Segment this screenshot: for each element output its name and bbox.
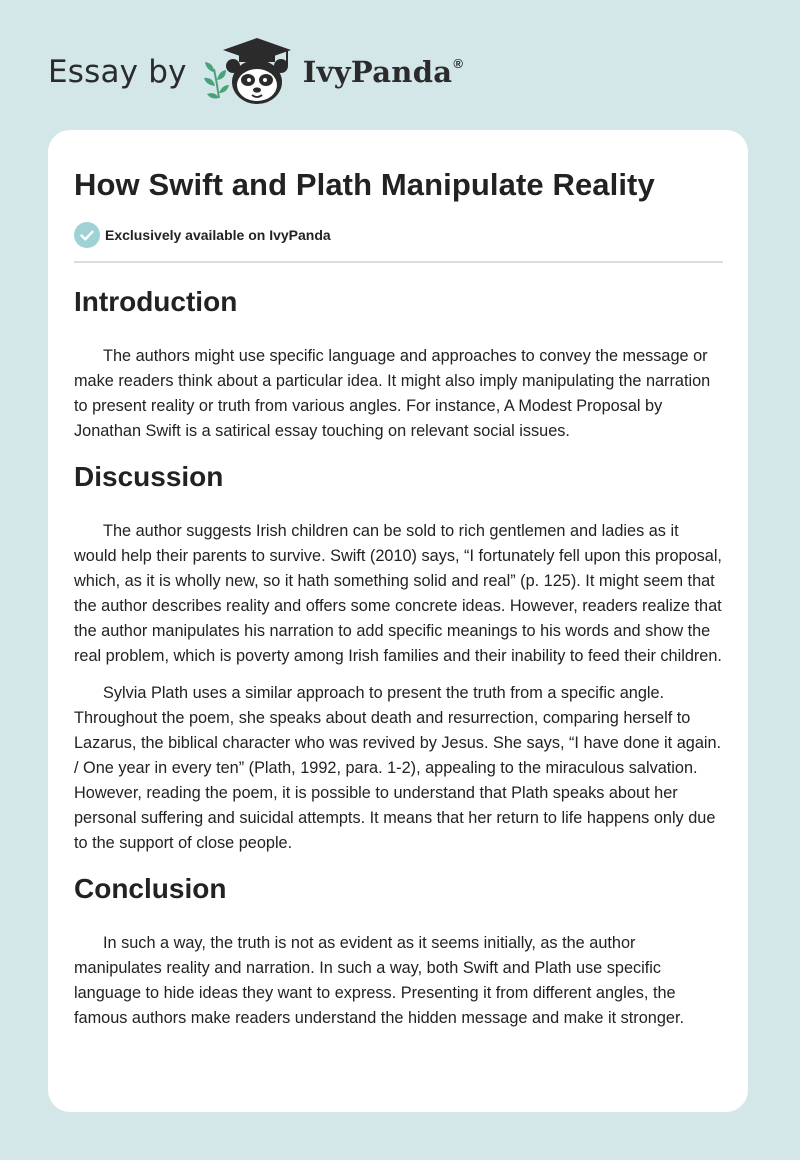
paragraph: Sylvia Plath uses a similar approach to present the truth from a specific angle. Throughout the poem, she speaks about death and resurrection, comparing herself to Lazarus, the biblical character who was revived by Jesus. She says, “I have done it again. / One year in every ten” (Plath, 1992, para. 1-2), appealing to the miraculous salvation. However, reading the poem, it is possible to understand that Plath speaks about her personal suffering and suicidal attempts. It means that her return to life happens only due to the support of close people.	[74, 684, 722, 852]
section-heading: Introduction	[74, 286, 238, 317]
section-conclusion	[74, 873, 723, 1031]
paragraph: In such a way, the truth is not as evident as it seems initially, as the author manipulates reality and narration. In such a way, both Swift and Plath use specific language to hide ideas they want to express. Presenting it from different angles, the famous authors make readers understand the hidden message and make it stronger.	[74, 934, 684, 1027]
registered-mark: ®	[453, 56, 464, 71]
section-heading: Discussion	[74, 461, 224, 492]
section-discussion	[74, 461, 723, 856]
brand-name: IvyPanda®	[302, 55, 464, 89]
site-header	[48, 36, 463, 108]
paragraph: The author suggests Irish children can be sold to rich gentlemen and ladies as it would help their parents to survive. Swift (2010) says, “I fortunately fell upon this proposal, which, as it is wholly new, so it hath something solid and real” (p. 125). It might seem that the author describes reality and offers some concrete ideas. However, readers realize that the author manipulates his narration to add specific meanings to his words and show the real problem, which is poverty among Irish families and their inability to feed their children.	[74, 522, 722, 665]
essay-by-label: Essay by	[48, 54, 187, 90]
section-introduction	[74, 286, 723, 444]
essay-title: How Swift and Plath Manipulate Reality	[74, 167, 655, 202]
ivypanda-logo[interactable]	[203, 36, 464, 108]
divider	[74, 261, 723, 263]
essay-card	[48, 130, 748, 1112]
panda-graduate-icon	[203, 36, 297, 108]
check-circle-icon	[74, 222, 100, 248]
exclusive-badge	[74, 222, 331, 248]
paragraph: The authors might use specific language and approaches to convey the message or make readers think about a particular idea. It might also imply manipulating the narration to present reality or truth from various angles. For instance, A Modest Proposal by Jonathan Swift is a satirical essay touching on relevant social issues.	[74, 347, 711, 440]
section-heading: Conclusion	[74, 873, 227, 904]
exclusive-label: Exclusively available on IvyPanda	[105, 227, 331, 243]
essay-body	[74, 286, 723, 1031]
